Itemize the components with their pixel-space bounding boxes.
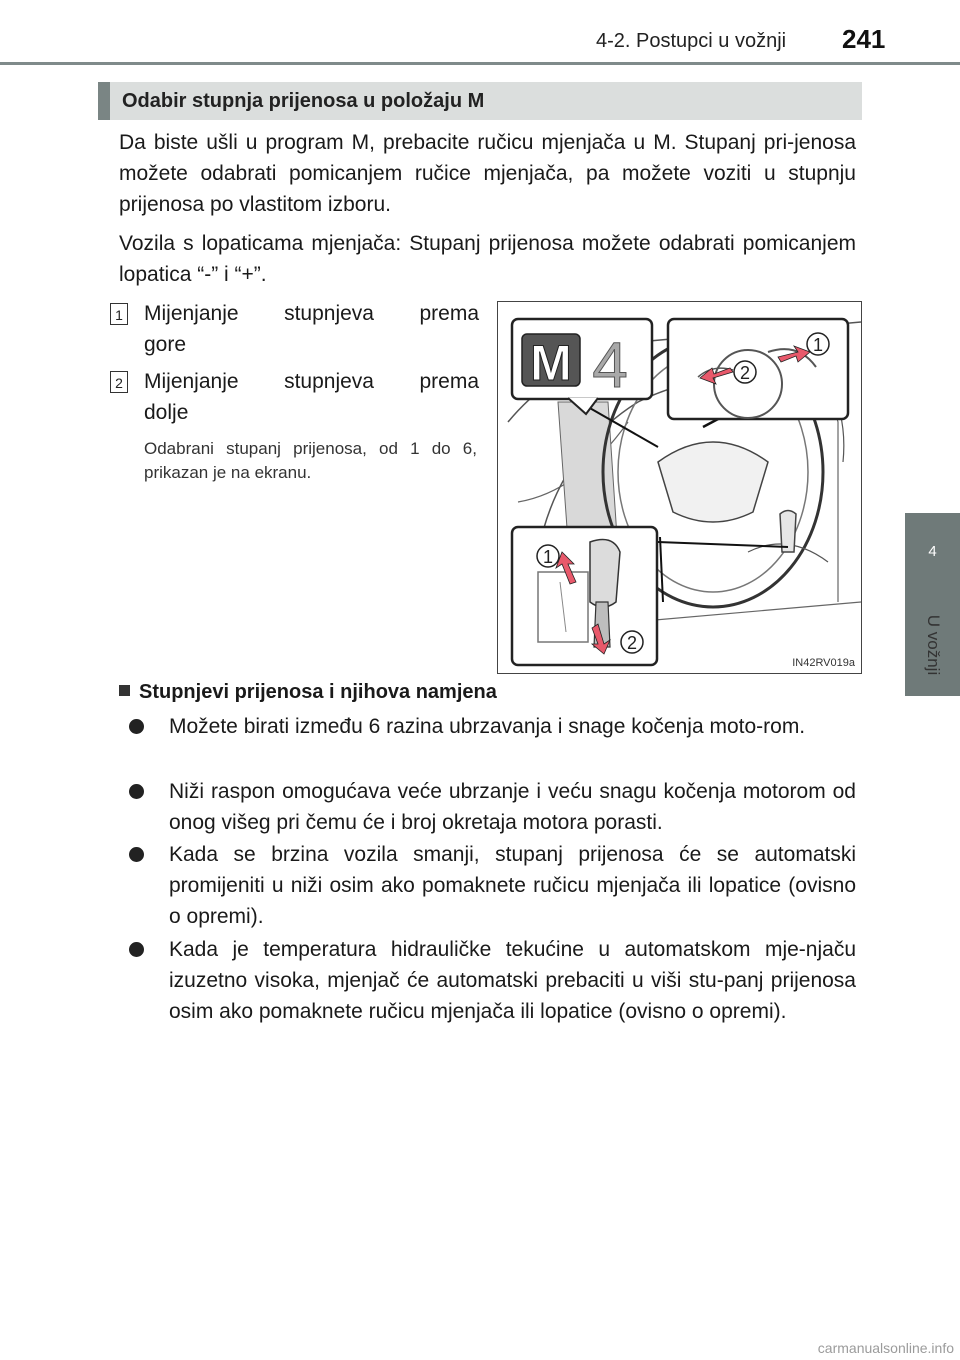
item-number-2: 2 (110, 371, 128, 393)
item-downshift (144, 366, 479, 428)
bullet-item-4 (129, 934, 856, 1027)
figure-code: IN42RV019a (792, 657, 855, 669)
bullet-dot-icon (129, 847, 144, 862)
bullet-text-3: Kada se brzina vozila smanji, stupanj prijenosa će se automatski promijeniti u niži osim ako pomaknete ručicu mjenjača ili lopatice (ovisno o opremi). (169, 843, 856, 928)
item-upshift-line2: gore (144, 333, 187, 356)
dashboard-illustration (498, 302, 861, 673)
square-bullet-icon (119, 685, 130, 696)
item-upshift-line1: Mijenjanje stupnjeva prema (144, 302, 479, 325)
site-watermark: carmanualsonline.info (817, 1340, 954, 1356)
section-title: Odabir stupnja prijenosa u položaju M (122, 90, 485, 112)
shift-illustration (497, 301, 862, 674)
item-upshift (144, 298, 479, 360)
callout-lever-up: 1 (542, 547, 554, 567)
header-divider (0, 62, 960, 65)
display-mode-letter: M (530, 335, 572, 391)
subsection-title (119, 681, 497, 704)
callout-paddle-up: 1 (812, 335, 824, 355)
callout-paddle-down: 2 (739, 363, 751, 383)
bullet-dot-icon (129, 719, 144, 734)
callout-lever-down: 2 (626, 633, 638, 653)
section-title-bar (98, 82, 862, 120)
item-downshift-line1: Mijenjanje stupnjeva prema (144, 370, 479, 393)
bullet-dot-icon (129, 784, 144, 799)
section-header: 4-2. Postupci u vožnji (596, 30, 787, 52)
bullet-item-3 (129, 839, 856, 932)
subsection-title-text: Stupnjevi prijenosa i njihova namjena (139, 681, 497, 703)
bullet-text-4: Kada je temperatura hidrauličke tekućine u automatskom mje-njaču izuzetno visoka, mjenjač će automatski prebaciti u viši stu-panj prijenosa osim ako pomaknete ručicu mjenjača ili lopatice (ovisno o opremi). (169, 938, 856, 1023)
gear-display-note: Odabrani stupanj prijenosa, od 1 do 6, prikazan je na ekranu. (144, 439, 477, 482)
paddle-paragraph: Vozila s lopaticama mjenjača: Stupanj prijenosa možete odabrati pomicanjem lopatica “-” i “+”. (119, 232, 856, 286)
bullet-text-1: Možete birati između 6 razina ubrzavanja i snage kočenja moto-rom. (169, 715, 806, 738)
bullet-item-2 (129, 776, 856, 838)
intro-paragraph: Da biste ušli u program M, prebacite ručicu mjenjača u M. Stupanj pri-jenosa možete odabrati pomicanjem ručice mjenjača, pa možete voziti u stupnju prijenosa po vlastitom izboru. (119, 131, 856, 216)
bullet-dot-icon (129, 942, 144, 957)
item-downshift-line2: dolje (144, 401, 189, 424)
bullet-item-1 (129, 711, 856, 742)
chapter-number: 4 (928, 543, 937, 560)
chapter-title: U vožnji (924, 614, 943, 676)
bullet-text-2: Niži raspon omogućava veće ubrzanje i veću snagu kočenja motorom od onog višeg pri čemu će i broj okretaja motora porasti. (169, 780, 856, 834)
item-number-1: 1 (110, 303, 128, 325)
display-gear-number: 4 (592, 329, 628, 401)
page-number: 241 (842, 24, 886, 54)
chapter-title-vertical (918, 600, 948, 690)
